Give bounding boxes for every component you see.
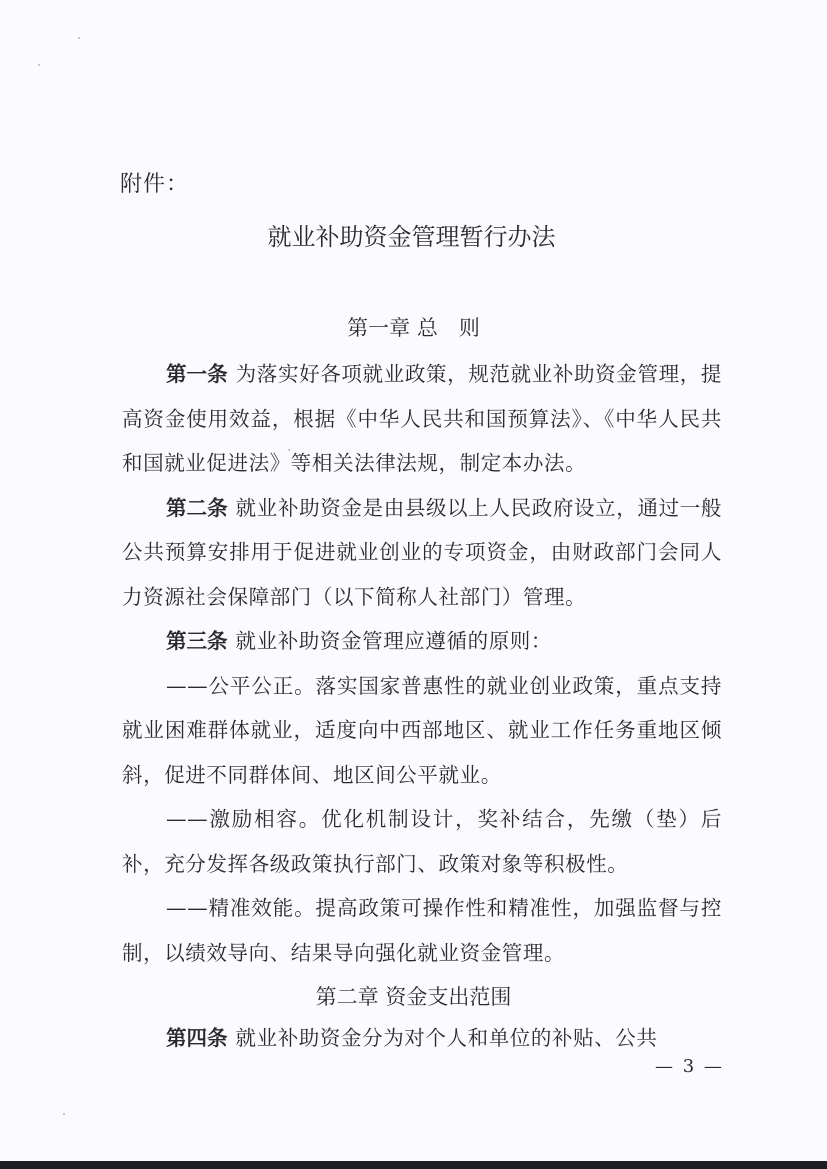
article-label: 第二条 (166, 495, 228, 520)
chapter-2-body (122, 1016, 722, 1061)
article-3 (122, 619, 722, 664)
attachment-label: 附件： (120, 172, 190, 197)
scan-speck (63, 1113, 65, 1115)
scan-speck (288, 449, 290, 451)
principle-precision: ——精准效能。提高政策可操作性和精准性，加强监督与控制，以绩效导向、结果导向强化就业资金管理。 (122, 896, 722, 965)
article-2 (122, 486, 722, 620)
article-text: 就业补助资金分为对个人和单位的补贴、公共 (235, 1026, 658, 1050)
article-label: 第一条 (166, 362, 228, 386)
page-number: — 3 — (655, 1056, 724, 1077)
chapter-1-body (122, 352, 722, 975)
article-4 (122, 1016, 722, 1061)
scan-speck (38, 64, 40, 66)
principle-fairness: ——公平公正。落实国家普惠性的就业创业政策，重点支持就业困难群体就业，适度向中西部地区、就业工作任务重地区倾斜，促进不同群体间、地区间公平就业。 (122, 673, 722, 787)
article-text: 就业补助资金是由县级以上人民政府设立，通过一般公共预算安排用于促进就业创业的专项资金，由财政部门会同人力资源社会保障部门（以下简称人社部门）管理。 (122, 495, 722, 609)
principle-incentive: ——激励相容。优化机制设计，奖补结合，先缴（垫）后补，充分发挥各级政策执行部门、政策对象等积极性。 (122, 807, 722, 876)
scan-bottom-edge (0, 1161, 827, 1169)
article-1 (122, 352, 722, 486)
article-label: 第三条 (166, 629, 228, 653)
scan-speck (78, 37, 80, 39)
article-text: 就业补助资金管理应遵循的原则： (235, 629, 552, 653)
chapter-heading-1: 第一章 总 则 (347, 316, 480, 340)
article-text: 为落实好各项就业政策，规范就业补助资金管理，提高资金使用效益，根据《中华人民共和国预算法》、《中华人民共和国就业促进法》等相关法律法规，制定本办法。 (122, 362, 722, 475)
document-title-text: 就业补助资金管理暂行办法 (267, 223, 556, 251)
article-label: 第四条 (166, 1026, 228, 1050)
document-title (0, 220, 827, 254)
chapter-heading-2: 第二章 资金支出范围 (315, 985, 512, 1009)
